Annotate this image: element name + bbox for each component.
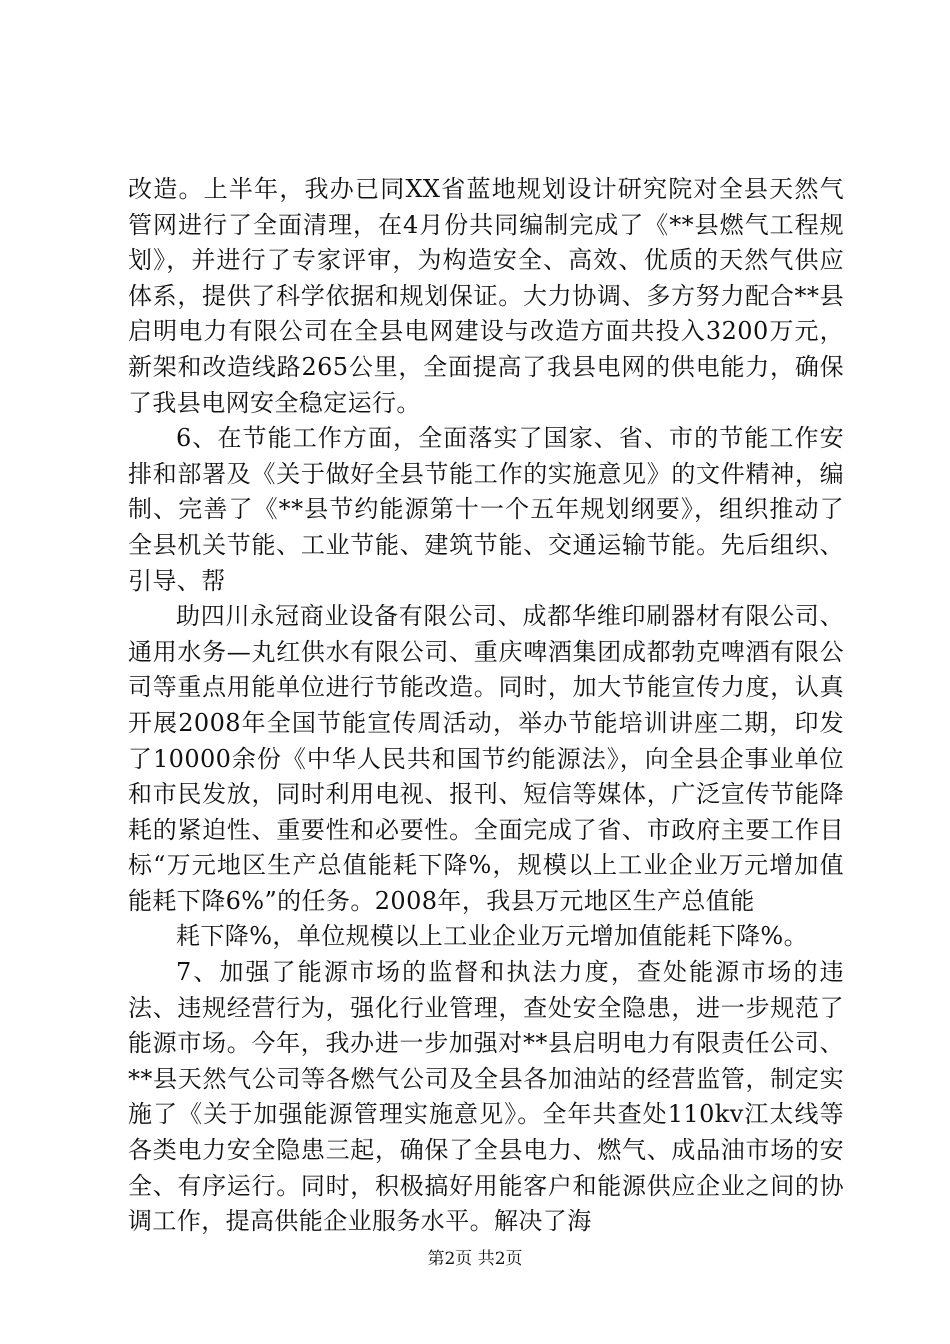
paragraph-2: 6、在节能工作方面，全面落实了国家、省、市的节能工作安排和部署及《关于做好全县节能工作的实施意见》的文件精神，编制、完善了《**县节约能源第十一个五年规划纲要》，组织推动了全县机关节能、工业节能、建筑节能、交通运输节能。先后组织、引导、帮 bbox=[128, 424, 844, 595]
page-footer: 第2页 共2页 bbox=[427, 1249, 523, 1269]
paragraph-4: 耗下降%，单位规模以上工业企业万元增加值能耗下降%。 bbox=[176, 922, 809, 951]
paragraph-3: 助四川永冠商业设备有限公司、成都华维印刷器材有限公司、通用水务—丸红供水有限公司、重庆啤酒集团成都勃克啤酒有限公司等重点用能单位进行节能改造。同时，加大节能宣传力度，认真开展2008年全国节能宣传周活动，举办节能培训讲座二期，印发了10000余份《中华人民共和国节约能源法》，向全县企事业单位和市民发放，同时利用电视、报刊、短信等媒体，广泛宣传节能降耗的紧迫性、重要性和必要性。全面完成了省、市政府主要工作目标“万元地区生产总值能耗下降%，规模以上工业企业万元增加值能耗下降6%”的任务。2008年，我县万元地区生产总值能 bbox=[128, 602, 844, 915]
body-text bbox=[128, 172, 844, 1240]
paragraph-5: 7、加强了能源市场的监督和执法力度，查处能源市场的违法、违规经营行为，强化行业管理，查处安全隐患，进一步规范了能源市场。今年，我办进一步加强对**县启明电力有限责任公司、**县天然气公司等各燃气公司及全县各加油站的经营监管，制定实施了《关于加强能源管理实施意见》。全年共查处110kv江太线等各类电力安全隐患三起，确保了全县电力、燃气、成品油市场的安全、有序运行。同时，积极搞好用能客户和能源供应企业之间的协调工作，提高供能企业服务水平。解决了海 bbox=[128, 958, 844, 1236]
paragraph-1: 改造。上半年，我办已同XX省蓝地规划设计研究院对全县天然气管网进行了全面清理，在4月份共同编制完成了《**县燃气工程规划》，并进行了专家评审，为构造安全、高效、优质的天然气供应体系，提供了科学依据和规划保证。大力协调、多方努力配合**县启明电力有限公司在全县电网建设与改造方面共投入3200万元，新架和改造线路265公里，全面提高了我县电网的供电能力，确保了我县电网安全稳定运行。 bbox=[128, 175, 844, 417]
